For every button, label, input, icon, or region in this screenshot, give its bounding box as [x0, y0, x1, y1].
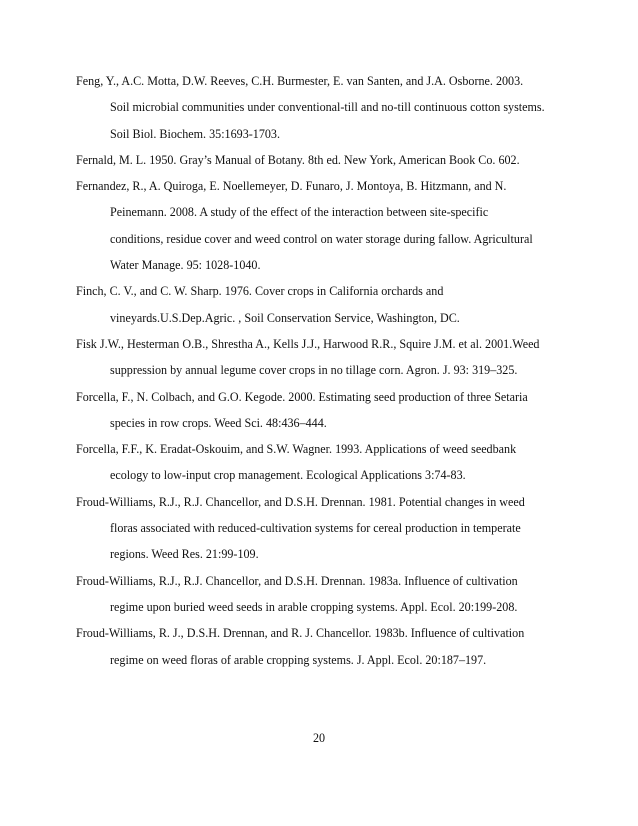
reference-line: Forcella, F.F., K. Eradat-Oskouim, and S.W. Wagner. 1993. Applications of weed seedbank	[76, 442, 517, 457]
reference-line: ecology to low-input crop management. Ecological Applications 3:74-83.	[110, 468, 466, 483]
page-number: 20	[312, 731, 326, 745]
reference-entry	[76, 568, 576, 621]
reference-entry	[76, 331, 576, 384]
reference-line: regions. Weed Res. 21:99-109.	[110, 547, 259, 562]
reference-line: Feng, Y., A.C. Motta, D.W. Reeves, C.H. Burmester, E. van Santen, and J.A. Osborne. 2003.	[76, 74, 524, 88]
reference-entry	[76, 384, 576, 437]
reference-line: Peinemann. 2008. A study of the effect of the interaction between site-specific	[110, 205, 489, 220]
reference-line: Forcella, F., N. Colbach, and G.O. Kegode. 2000. Estimating seed production of three Setaria	[76, 389, 528, 404]
reference-line: Froud-Williams, R. J., D.S.H. Drennan, and R. J. Chancellor. 1983b. Influence of cultivation	[76, 626, 525, 641]
reference-entry	[76, 173, 576, 278]
reference-line: Fernandez, R., A. Quiroga, E. Noellemeyer, D. Funaro, J. Montoya, B. Hitzmann, and N.	[76, 179, 507, 194]
reference-line: Fernald, M. L. 1950. Gray’s Manual of Botany. 8th ed. New York, American Book Co. 602.	[76, 152, 520, 167]
reference-entry	[76, 620, 576, 673]
reference-line: regime upon buried weed seeds in arable cropping systems. Appl. Ecol. 20:199-208.	[110, 599, 518, 614]
reference-line: Fisk J.W., Hesterman O.B., Shrestha A., Kells J.J., Harwood R.R., Squire J.M. et al. 2001.Weed	[76, 336, 540, 351]
reference-line: Soil Biol. Biochem. 35:1693-1703.	[110, 126, 280, 141]
reference-line: floras associated with reduced-cultivation systems for cereal production in temperate	[110, 521, 521, 536]
reference-line: regime on weed floras of arable cropping systems. J. Appl. Ecol. 20:187–197.	[110, 652, 487, 667]
reference-line: Froud-Williams, R.J., R.J. Chancellor, and D.S.H. Drennan. 1981. Potential changes in weed	[76, 494, 525, 509]
reference-entry	[76, 68, 576, 147]
reference-line: Froud-Williams, R.J., R.J. Chancellor, and D.S.H. Drennan. 1983a. Influence of cultivation	[76, 573, 518, 588]
reference-line: Finch, C. V., and C. W. Sharp. 1976. Cover crops in California orchards and	[76, 284, 444, 299]
reference-list	[76, 68, 576, 673]
reference-entry	[76, 489, 576, 568]
reference-line: species in row crops. Weed Sci. 48:436–444.	[110, 415, 327, 430]
reference-entry	[76, 278, 576, 331]
reference-line: Water Manage. 95: 1028-1040.	[110, 258, 261, 273]
reference-entry	[76, 147, 576, 173]
reference-line: vineyards.U.S.Dep.Agric. , Soil Conservation Service, Washington, DC.	[110, 310, 460, 325]
reference-entry	[76, 436, 576, 489]
reference-line: suppression by annual legume cover crops in no tillage corn. Agron. J. 93: 319–325.	[110, 363, 518, 378]
reference-line: conditions, residue cover and weed control on water storage during fallow. Agricultural	[110, 231, 533, 246]
reference-line: Soil microbial communities under conventional-till and no-till continuous cotton systems.	[110, 100, 545, 115]
